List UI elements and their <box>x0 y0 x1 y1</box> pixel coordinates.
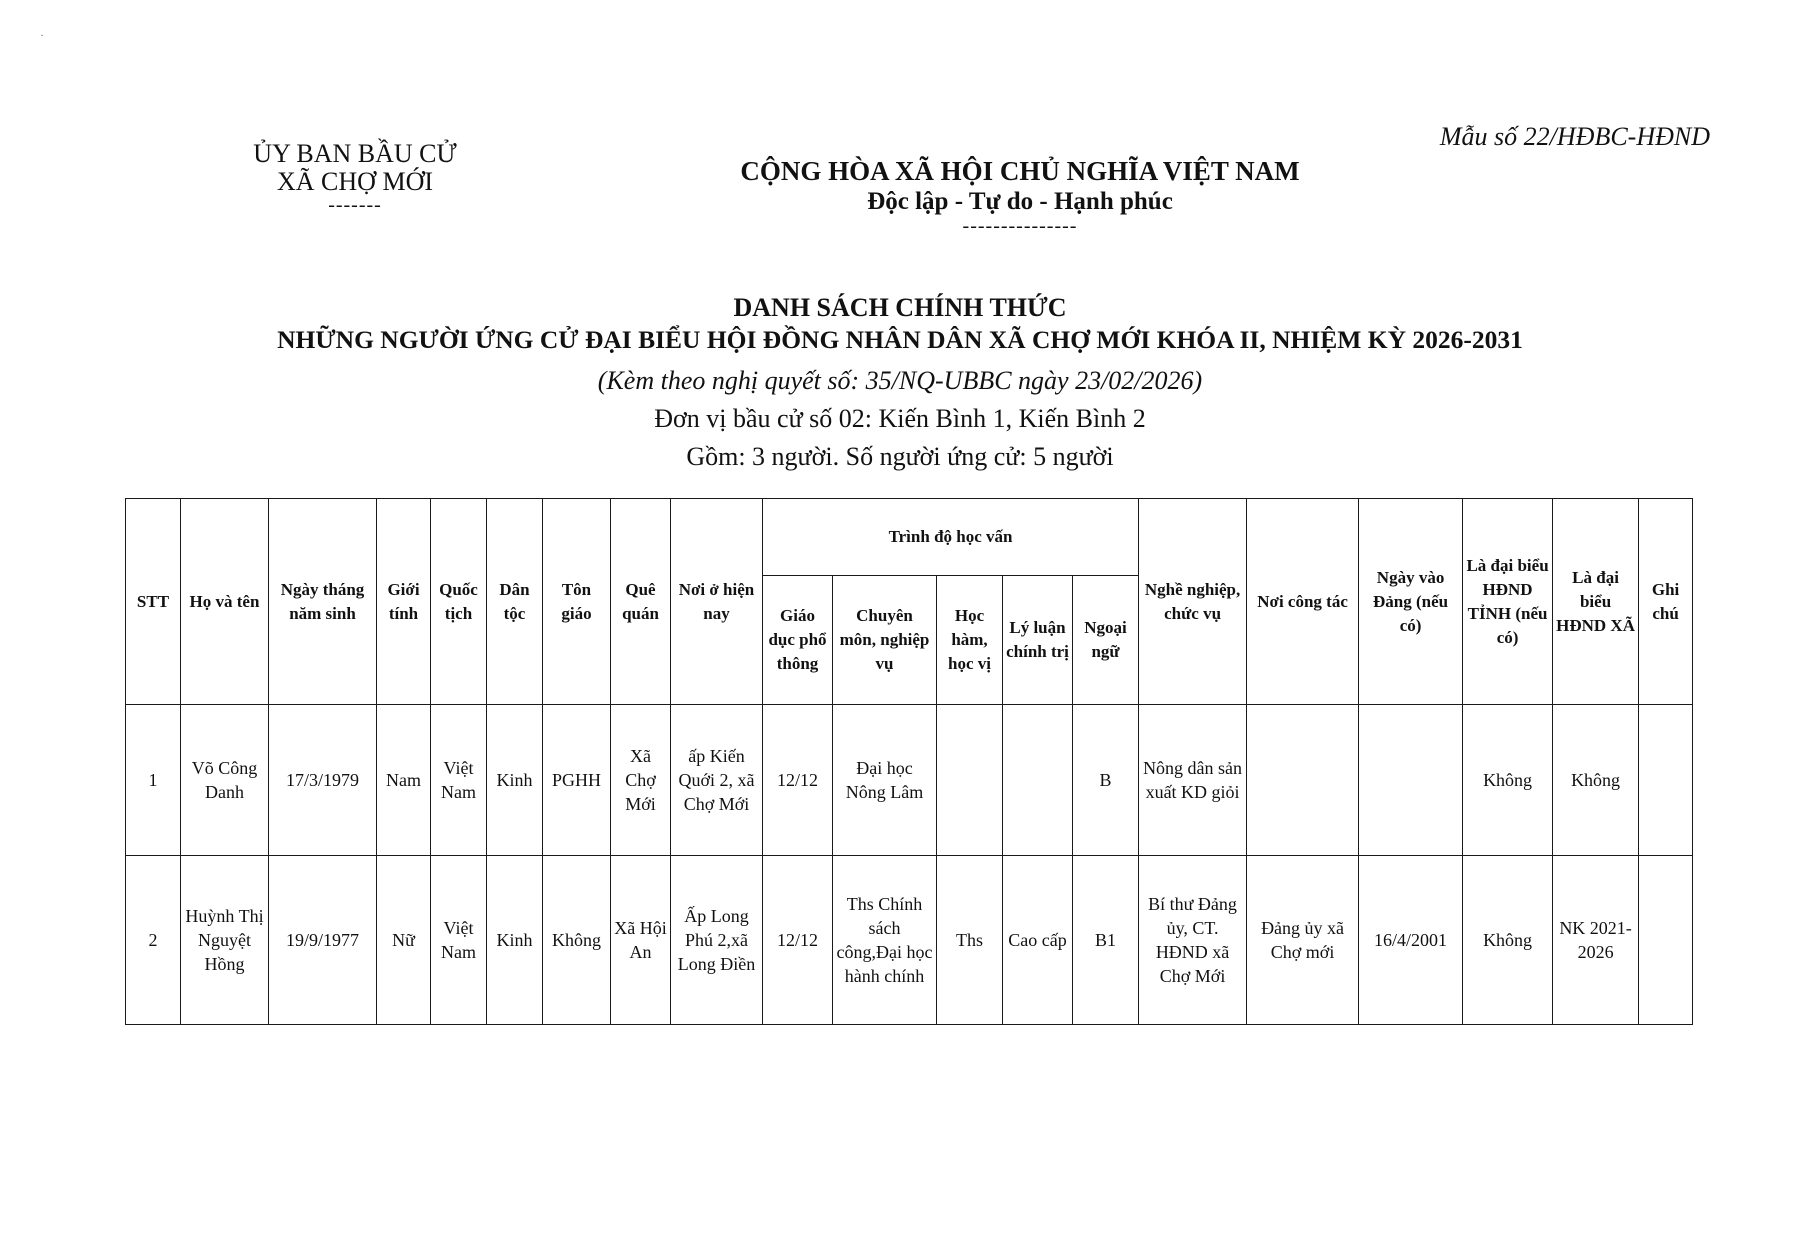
cell-foreign-language: B <box>1073 705 1139 856</box>
header-province-delegate: Là đại biểu HĐND TỈNH (nếu có) <box>1463 499 1553 705</box>
cell-ethnicity: Kinh <box>487 856 543 1025</box>
candidate-count: Gồm: 3 người. Số người ứng cử: 5 người <box>686 442 1114 471</box>
cell-party-date: 16/4/2001 <box>1359 856 1463 1025</box>
cell-specialty: Ths Chính sách công,Đại học hành chính <box>833 856 937 1025</box>
org-line-1: ỦY BAN BẦU CỬ <box>253 139 457 168</box>
header-note: Ghi chú <box>1639 499 1693 705</box>
cell-foreign-language: B1 <box>1073 856 1139 1025</box>
cell-ethnicity: Kinh <box>487 705 543 856</box>
cell-commune-delegate: Không <box>1553 705 1639 856</box>
cell-nationality: Việt Nam <box>431 705 487 856</box>
cell-commune-delegate: NK 2021-2026 <box>1553 856 1639 1025</box>
cell-residence: Ấp Long Phú 2,xã Long Điền <box>671 856 763 1025</box>
national-motto <box>690 155 1350 235</box>
cell-dob: 19/9/1977 <box>269 856 377 1025</box>
cell-occupation: Bí thư Đảng ủy, CT. HĐND xã Chợ Mới <box>1139 856 1247 1025</box>
cell-political-theory <box>1003 705 1073 856</box>
cell-academic-title: Ths <box>937 856 1003 1025</box>
cell-workplace <box>1247 705 1359 856</box>
cell-note <box>1639 856 1693 1025</box>
cell-residence: ấp Kiến Quới 2, xã Chợ Mới <box>671 705 763 856</box>
header-ethnicity: Dân tộc <box>487 499 543 705</box>
cell-political-theory: Cao cấp <box>1003 856 1073 1025</box>
cell-general-edu: 12/12 <box>763 856 833 1025</box>
cell-name: Huỳnh Thị Nguyệt Hồng <box>181 856 269 1025</box>
header-party-date: Ngày vào Đảng (nếu có) <box>1359 499 1463 705</box>
header-residence: Nơi ở hiện nay <box>671 499 763 705</box>
issuing-organization <box>225 140 485 214</box>
header-specialty: Chuyên môn, nghiệp vụ <box>833 576 937 705</box>
cell-general-edu: 12/12 <box>763 705 833 856</box>
attachment-note: (Kèm theo nghị quyết số: 35/NQ-UBBC ngày 23/02/2026) <box>597 366 1203 395</box>
org-line-2: XÃ CHỢ MỚI <box>277 167 433 196</box>
header-gender: Giới tính <box>377 499 431 705</box>
cell-occupation: Nông dân sản xuất KD giỏi <box>1139 705 1247 856</box>
cell-party-date <box>1359 705 1463 856</box>
table-row <box>126 856 1693 1025</box>
nation-name: CỘNG HÒA XÃ HỘI CHỦ NGHĨA VIỆT NAM <box>740 156 1300 186</box>
header-foreign-language: Ngoại ngữ <box>1073 576 1139 705</box>
header-name: Họ và tên <box>181 499 269 705</box>
cell-gender: Nữ <box>377 856 431 1025</box>
cell-province-delegate: Không <box>1463 856 1553 1025</box>
header-religion: Tôn giáo <box>543 499 611 705</box>
cell-note <box>1639 705 1693 856</box>
cell-stt: 2 <box>126 856 181 1025</box>
document-subtitle: NHỮNG NGƯỜI ỨNG CỬ ĐẠI BIỂU HỘI ĐỒNG NHÂN DÂN XÃ CHỢ MỚI KHÓA II, NHIỆM KỲ 2026-2031 <box>277 325 1523 354</box>
header-academic-title: Học hàm, học vị <box>937 576 1003 705</box>
cell-gender: Nam <box>377 705 431 856</box>
candidate-table <box>125 498 1693 1025</box>
cell-nationality: Việt Nam <box>431 856 487 1025</box>
org-divider: ------- <box>328 194 382 216</box>
document-title-block <box>0 292 1800 476</box>
cell-specialty: Đại học Nông Lâm <box>833 705 937 856</box>
scan-speck: · <box>40 28 44 42</box>
cell-academic-title <box>937 705 1003 856</box>
header-nationality: Quốc tịch <box>431 499 487 705</box>
document-title: DANH SÁCH CHÍNH THỨC <box>733 293 1067 322</box>
nation-divider: --------------- <box>962 215 1078 237</box>
table-header-row <box>126 499 1693 576</box>
nation-motto: Độc lập - Tự do - Hạnh phúc <box>867 188 1173 215</box>
header-dob: Ngày tháng năm sinh <box>269 499 377 705</box>
header-hometown: Quê quán <box>611 499 671 705</box>
header-stt: STT <box>126 499 181 705</box>
header-occupation: Nghề nghiệp, chức vụ <box>1139 499 1247 705</box>
form-number: Mẫu số 22/HĐBC-HĐND <box>1439 122 1710 151</box>
cell-province-delegate: Không <box>1463 705 1553 856</box>
cell-religion: Không <box>543 856 611 1025</box>
header-commune-delegate: Là đại biểu HĐND XÃ <box>1553 499 1639 705</box>
cell-stt: 1 <box>126 705 181 856</box>
cell-hometown: Xã Chợ Mới <box>611 705 671 856</box>
header-political-theory: Lý luận chính trị <box>1003 576 1073 705</box>
header-general-edu: Giáo dục phổ thông <box>763 576 833 705</box>
electoral-unit: Đơn vị bầu cử số 02: Kiến Bình 1, Kiến Bình 2 <box>654 404 1146 433</box>
cell-workplace: Đảng ủy xã Chợ mới <box>1247 856 1359 1025</box>
cell-religion: PGHH <box>543 705 611 856</box>
header-workplace: Nơi công tác <box>1247 499 1359 705</box>
table-row <box>126 705 1693 856</box>
cell-dob: 17/3/1979 <box>269 705 377 856</box>
cell-hometown: Xã Hội An <box>611 856 671 1025</box>
header-education-group: Trình độ học vấn <box>763 499 1139 576</box>
cell-name: Võ Công Danh <box>181 705 269 856</box>
